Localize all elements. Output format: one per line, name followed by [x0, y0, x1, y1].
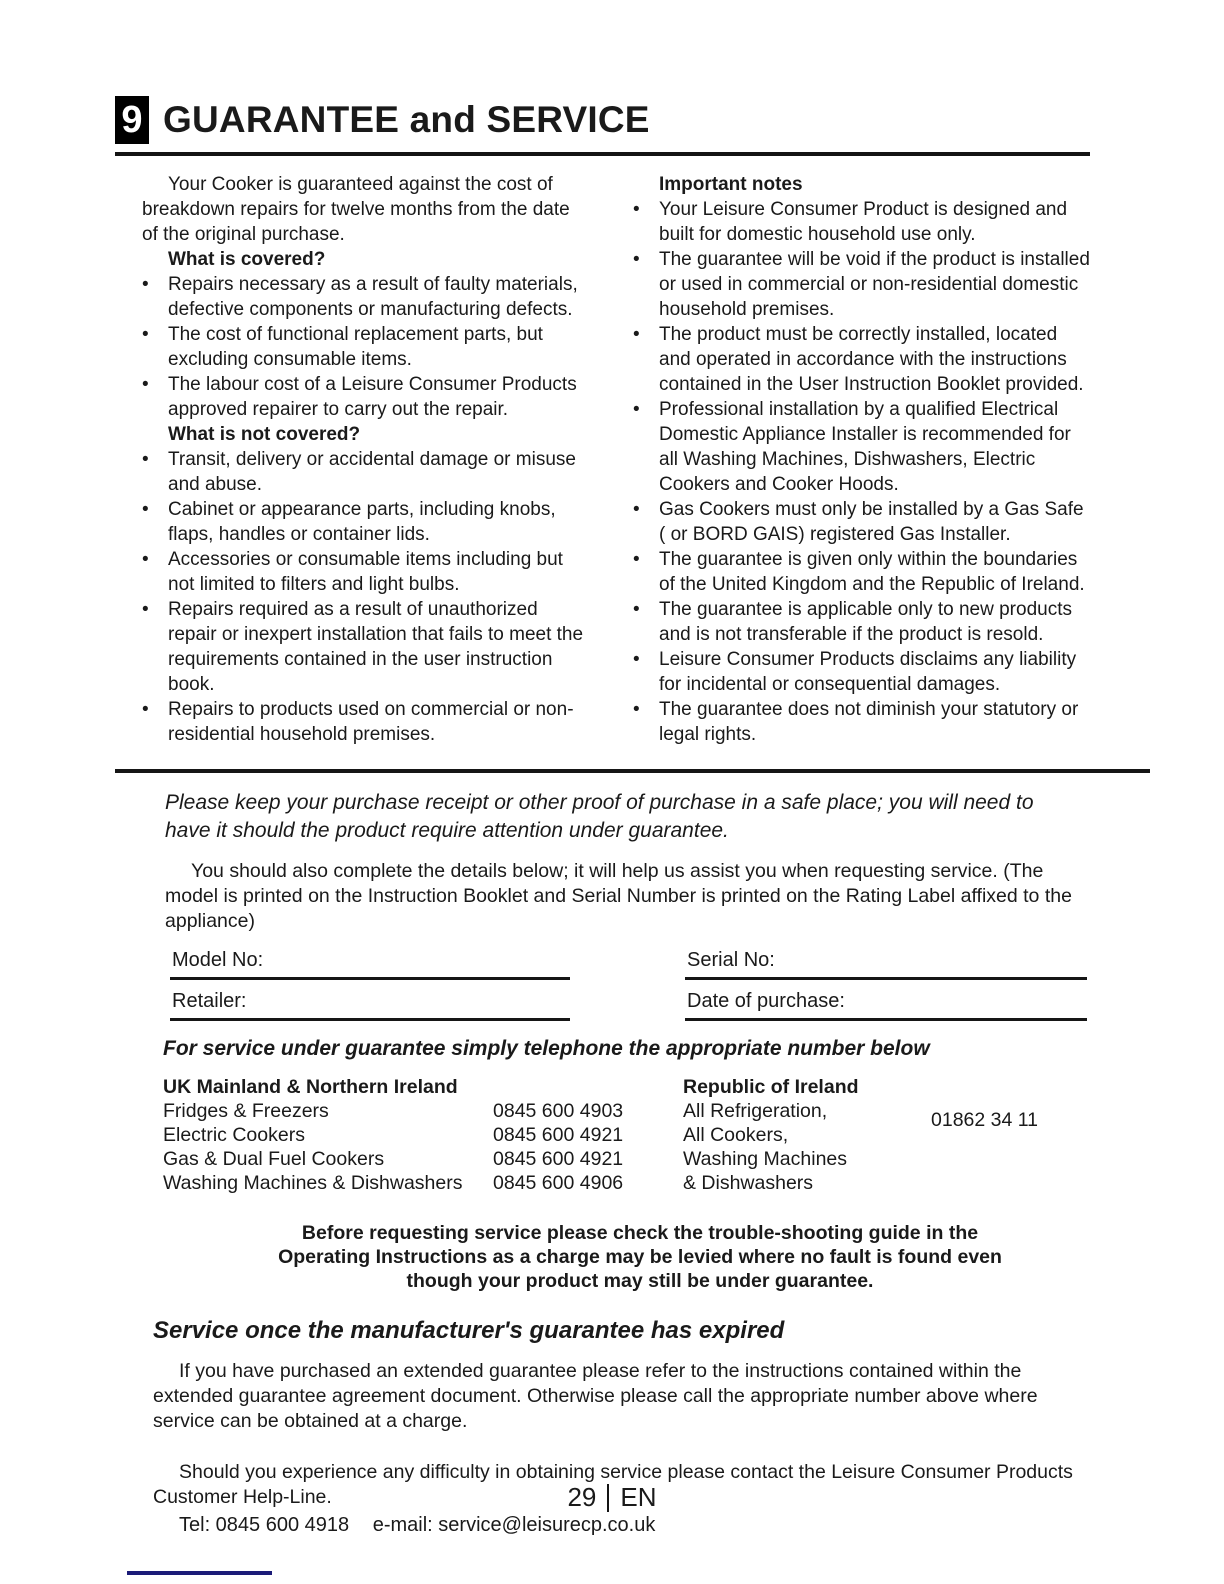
list-item: [142, 497, 590, 547]
section-number-badge: 9: [115, 96, 149, 144]
list-item: [633, 247, 1090, 322]
roi-phone-column: [683, 1075, 1038, 1195]
list-item: [633, 322, 1090, 397]
bullet-icon: •: [633, 599, 640, 620]
serial-no-label: Serial No:: [687, 949, 775, 971]
phone-number: 0845 600 4906: [493, 1172, 624, 1194]
bullet-icon: •: [142, 449, 149, 470]
roi-service-line: Washing Machines: [683, 1148, 848, 1170]
list-item-text: Accessories or consumable items including but not limited to filters and light bulbs.: [168, 549, 563, 595]
left-column: [142, 172, 590, 747]
roi-service-line: All Refrigeration,: [683, 1100, 828, 1122]
list-item: [633, 597, 1090, 647]
not-covered-heading: What is not covered?: [168, 424, 361, 445]
phone-row: [163, 1099, 683, 1123]
model-no-field: [170, 948, 570, 980]
list-item-text: Cabinet or appearance parts, including knobs, flaps, handles or container lids.: [168, 499, 556, 545]
list-item: [142, 597, 590, 697]
phone-row: [163, 1147, 683, 1171]
phone-service-label: Fridges & Freezers: [163, 1100, 329, 1122]
list-item-text: Gas Cookers must only be installed by a Gas Safe ( or BORD GAIS) registered Gas Installer.: [659, 499, 1084, 545]
roi-service-line: All Cookers,: [683, 1124, 789, 1146]
list-item-text: Professional installation by a qualified Electrical Domestic Appliance Installer is recommended for all Washing Machines, Dishwashers, Electric Cookers and Cooker Hoods.: [659, 399, 1071, 495]
footer-divider: [607, 1484, 609, 1512]
helpline-telephone: Tel: 0845 600 4918: [179, 1514, 350, 1536]
page-footer: [0, 1482, 1224, 1513]
list-item: [142, 447, 590, 497]
bullet-icon: •: [633, 324, 640, 345]
list-item-text: Repairs required as a result of unauthorized repair or inexpert installation that fails to meet the requirements contained in the user instruction book.: [168, 599, 584, 695]
date-of-purchase-field: [685, 989, 1087, 1021]
bullet-icon: •: [633, 249, 640, 270]
list-item-text: Repairs to products used on commercial or non-residential household premises.: [168, 699, 574, 745]
receipt-note: Please keep your purchase receipt or other proof of purchase in a safe place; you will need to have it should the product require attention under guarantee.: [165, 791, 1034, 842]
list-item-text: The guarantee does not diminish your statutory or legal rights.: [659, 699, 1079, 745]
section-header: [115, 96, 1090, 156]
list-item-text: Repairs necessary as a result of faulty materials, defective components or manufacturing defects.: [168, 274, 578, 320]
bullet-icon: •: [142, 599, 149, 620]
serial-no-field: [685, 948, 1087, 980]
page-number: 29: [567, 1482, 597, 1512]
list-item-text: Transit, delivery or accidental damage or misuse and abuse.: [168, 449, 576, 495]
footer-blue-line: [127, 1571, 272, 1575]
bullet-icon: •: [142, 549, 149, 570]
contact-line: [179, 1514, 1090, 1537]
right-column: [633, 172, 1090, 747]
list-item: [142, 322, 590, 372]
covered-heading: What is covered?: [168, 249, 326, 270]
helpline-email: e-mail: service@leisurecp.co.uk: [372, 1514, 656, 1536]
bullet-icon: •: [142, 374, 149, 395]
guarantee-columns: [142, 172, 1090, 747]
phone-number: 0845 600 4921: [493, 1148, 624, 1170]
retailer-field: [170, 989, 570, 1021]
list-item: [633, 497, 1090, 547]
list-item: [633, 547, 1090, 597]
phone-service-label: Washing Machines & Dishwashers: [163, 1172, 463, 1194]
bullet-icon: •: [633, 649, 640, 670]
service-details-form: [170, 948, 1090, 1021]
service-telephone-heading: For service under guarantee simply telephone the appropriate number below: [163, 1037, 930, 1060]
phone-numbers-section: [163, 1075, 1090, 1195]
roi-body: [683, 1099, 1038, 1195]
list-item: [633, 647, 1090, 697]
list-item: [633, 197, 1090, 247]
phone-service-label: Electric Cookers: [163, 1124, 305, 1146]
list-item-text: Your Leisure Consumer Product is designed and built for domestic household use only.: [659, 199, 1068, 245]
phone-service-label: Gas & Dual Fuel Cookers: [163, 1148, 385, 1170]
list-item-text: The guarantee is applicable only to new products and is not transferable if the product is resold.: [659, 599, 1072, 645]
important-notes-heading: Important notes: [659, 174, 803, 195]
helpline-paragraph: Should you experience any difficulty in obtaining service please contact the Leisure Consumer Products Customer Help-Line.: [153, 1461, 1073, 1508]
list-item-text: The product must be correctly installed, located and operated in accordance with the instructions contained in the User Instruction Booklet provided.: [659, 324, 1084, 395]
list-item: [142, 372, 590, 422]
bullet-icon: •: [142, 324, 149, 345]
bullet-icon: •: [633, 499, 640, 520]
bullet-icon: •: [142, 274, 149, 295]
date-of-purchase-label: Date of purchase:: [687, 990, 845, 1012]
expired-guarantee-heading: Service once the manufacturer's guarantee has expired: [153, 1317, 785, 1344]
language-code: EN: [620, 1482, 657, 1512]
roi-phone-number: 01862 34 11: [931, 1109, 1038, 1131]
list-item: [142, 697, 590, 747]
charge-warning: Before requesting service please check the trouble-shooting guide in the Operating Instructions as a charge may be levied where no fault is found even though your product may still be under guarantee.: [278, 1222, 1002, 1292]
list-item: [633, 397, 1090, 497]
model-no-label: Model No:: [172, 949, 264, 971]
list-item-text: The labour cost of a Leisure Consumer Products approved repairer to carry out the repair.: [168, 374, 577, 420]
roi-heading: Republic of Ireland: [683, 1076, 859, 1098]
bullet-icon: •: [633, 199, 640, 220]
list-item-text: The guarantee is given only within the boundaries of the United Kingdom and the Republic of Ireland.: [659, 549, 1085, 595]
uk-heading: UK Mainland & Northern Ireland: [163, 1076, 458, 1098]
list-item: [633, 697, 1090, 747]
expired-guarantee-paragraph: If you have purchased an extended guarantee please refer to the instructions contained within the extended guarantee agreement document. Otherwise please call the appropriate number above where service can be obtained at a charge.: [153, 1360, 1038, 1432]
phone-row: [163, 1123, 683, 1147]
roi-service-line: & Dishwashers: [683, 1172, 814, 1194]
details-note: You should also complete the details below; it will help us assist you when requesting service. (The model is printed on the Instruction Booklet and Serial Number is printed on the Rating Label affixed to the appliance): [165, 860, 1072, 932]
bullet-icon: •: [142, 699, 149, 720]
bullet-icon: •: [633, 699, 640, 720]
retailer-label: Retailer:: [172, 990, 247, 1012]
intro-paragraph: Your Cooker is guaranteed against the cost of breakdown repairs for twelve months from the date of the original purchase.: [142, 174, 570, 245]
phone-number: 0845 600 4903: [493, 1100, 624, 1122]
phone-number: 0845 600 4921: [493, 1124, 624, 1146]
list-item-text: Leisure Consumer Products disclaims any liability for incidental or consequential damages.: [659, 649, 1077, 695]
bullet-icon: •: [142, 499, 149, 520]
section-divider: [115, 769, 1150, 773]
list-item-text: The guarantee will be void if the product is installed or used in commercial or non-residential domestic household premises.: [659, 249, 1090, 320]
phone-row: [163, 1171, 683, 1195]
page-title: GUARANTEE and SERVICE: [163, 99, 650, 140]
uk-phone-column: [163, 1075, 683, 1195]
roi-service-lines: [683, 1099, 931, 1195]
bullet-icon: •: [633, 549, 640, 570]
bullet-icon: •: [633, 399, 640, 420]
list-item-text: The cost of functional replacement parts, but excluding consumable items.: [168, 324, 543, 370]
list-item: [142, 272, 590, 322]
list-item: [142, 547, 590, 597]
